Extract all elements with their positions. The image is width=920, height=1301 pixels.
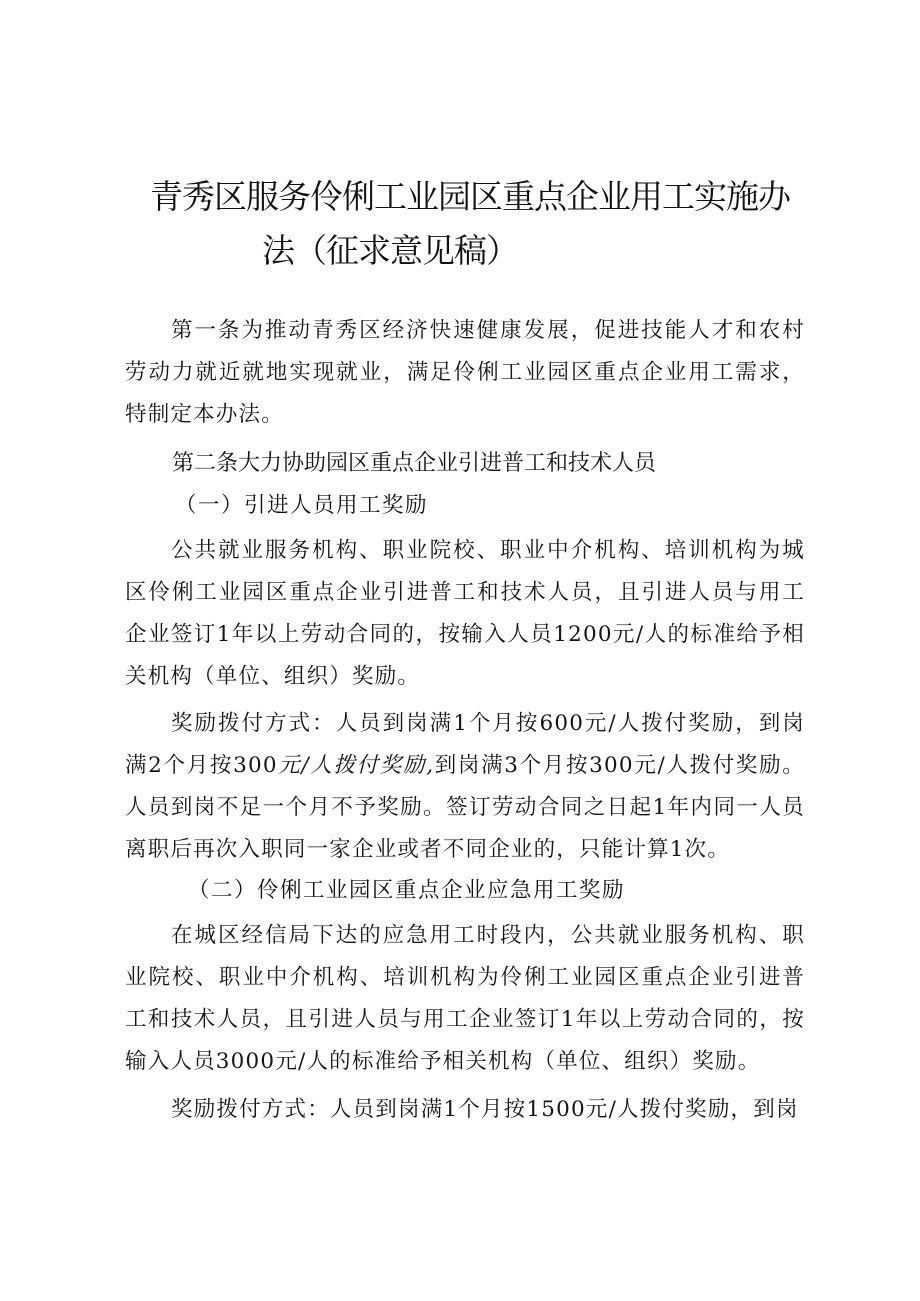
section-1-paragraph-2 [125,703,805,871]
section-1-heading: （一）引进人员用工奖励 [175,493,429,518]
article-2-heading: 第二条大力协助园区重点企业引进普工和技术人员 [172,451,657,476]
title-line-2: 法（征求意见稿） [262,231,518,270]
section-2-paragraph-1: 在城区经信局下达的应急用工时段内，公共就业服务机构、职业院校、职业中介机构、培训机构为伶俐工业园区重点企业引进普工和技术人员，且引进人员与用工企业签订1年以上劳动合同的，按输入人员3000元/人的标准给予相关机构（单位、组织）奖励。 [125,923,805,1074]
section-1-paragraph-2-part-a: 奖励拨付方式：人员到岗满1个月按600元/人拨付奖励，到岗满2个月按300 [125,711,805,778]
section-1-paragraph-2-part-b: 元/人拨付奖励, [277,753,435,778]
section-2-paragraph-2: 奖励拨付方式：人员到岗满1个月按1500元/人拨付奖励，到岗 [171,1097,799,1122]
article-1-paragraph: 第一条为推动青秀区经济快速健康发展，促进技能人才和农村劳动力就近就地实现就业，满足伶俐工业园区重点企业用工需求，特制定本办法。 [125,318,805,427]
section-2-heading: （二）伶俐工业园区重点企业应急用工奖励 [188,878,626,903]
document-title [150,170,810,278]
section-1-paragraph-1: 公共就业服务机构、职业院校、职业中介机构、培训机构为城区伶俐工业园区重点企业引进普工和技术人员，且引进人员与用工企业签订1年以上劳动合同的，按输入人员1200元/人的标准给予相关机构（单位、组织）奖励。 [125,538,805,689]
title-line-1: 青秀区服务伶俐工业园区重点企业用工实施办 [150,177,790,216]
section-1-paragraph-2-part-c: 到岗满3个月按300元/人拨付奖励。人员到岗不足一个月不予奖励。签订劳动合同之日起1年内同一人员离职后再次入职同一家企业或者不同企业的，只能计算1次。 [125,753,805,862]
